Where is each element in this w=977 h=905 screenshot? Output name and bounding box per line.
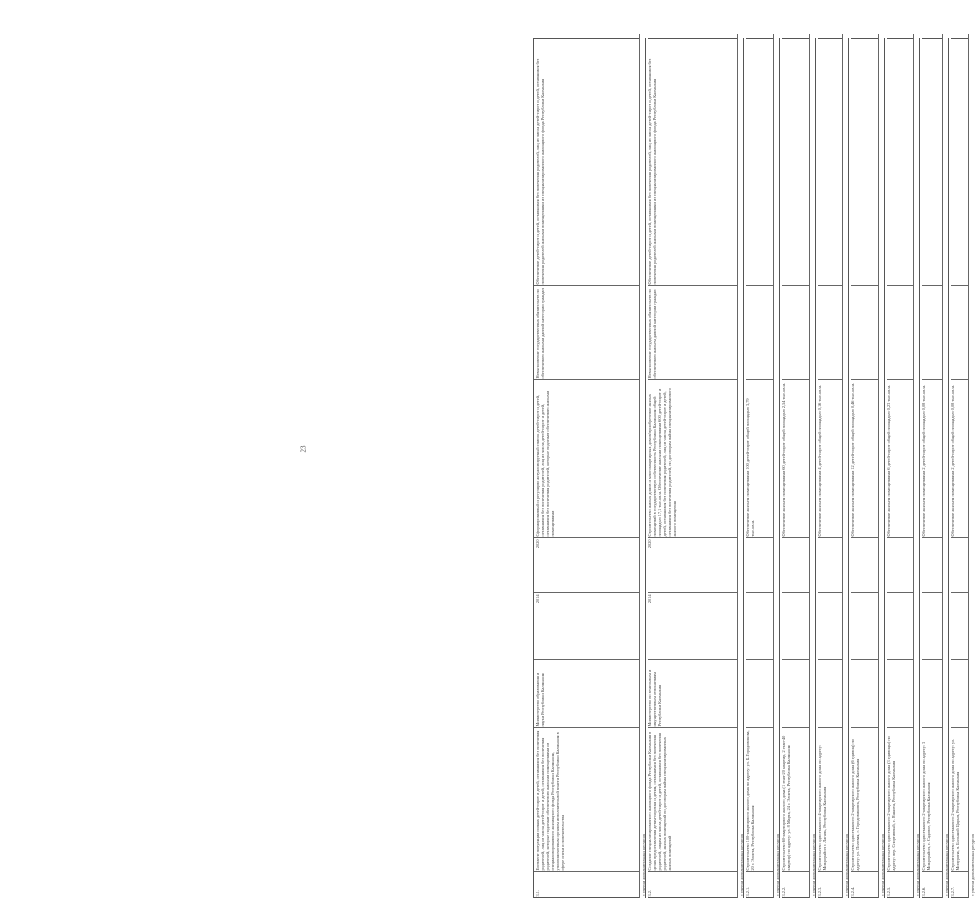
cell-num: 3.1.: [535, 890, 540, 897]
cell-title: Создание специализированного жилищного фонда Республики Калмыкия в целях предоставления детям-сиротам и детям, оставшимся без попечения родителей, лицам из числа детей-сирот и детей, оставшихся без попечения родителей, жилых помещений по договорам найма специализированных жилых помещений: [647, 731, 673, 871]
cell-consequence: Невыполнение государственных обязательств по обеспечению жильем данной категории граждан: [647, 289, 658, 379]
cell-result: Обеспечение жильем помещениями 100 детей-сирот общей площадью 3,79 тыс.кв.м.: [745, 398, 756, 537]
additional-resources-note: с учетом дополнительных ресурсов: [773, 34, 782, 898]
cell-num: 3.2.5.: [886, 886, 891, 897]
table-row: [884, 38, 919, 898]
cell-title: Строительство одноэтажного 2-квартирного жилого дома (6 единиц) по адресу: ул. Полевая, г. Городовиковск, Республика Калмыкия: [850, 739, 861, 871]
additional-resources-note: с учетом дополнительных ресурсов: [913, 34, 922, 898]
table-row: [533, 38, 645, 898]
cell-title: Строительство 100-квартирного жилого дома по адресу: ул. Б.Городовикова, 20 г. Элиста, Республика Калмыкия: [745, 730, 756, 871]
page-number: 23: [299, 445, 308, 453]
additional-resources-note: с учетом дополнительных ресурсов: [809, 34, 818, 898]
cell-result: Строительство жилых домов и многоквартирных домов/приобретение жилых помещений в государственную собственность Республики Калмыкия общей площадью 17,1 тыс.кв.м. Обеспечение жилыми помещениями 600 детей-сирот и детей, оставшихся без попечения родителей, лиц из числа детей-сирот и детей, оставшихся без попечения родителей, по договорам найма специализированного жилого помещения: [647, 388, 678, 537]
additional-resources-note: с учетом дополнительных ресурсов: [737, 34, 746, 898]
table-row: [948, 38, 974, 898]
cell-executor: Министерство по земельным и имущественным отношениям Республики Калмыкия: [647, 669, 663, 727]
cell-start: 2014: [535, 594, 540, 604]
cell-end: 2020: [535, 539, 540, 549]
additional-resources-note: с учетом дополнительных ресурсов: [878, 34, 887, 898]
cell-executor: Министерство образования и науки Республики Калмыкия: [535, 672, 546, 727]
cell-end: 2020: [647, 539, 652, 549]
cell-title: Строительство одноэтажного 2-квартирного жилого дома (3 единицы) по адресу: пер. Спортивный, с. Яшалта, Республика Калмыкия: [886, 736, 897, 871]
cell-link: Обеспечение детей-сирот и детей, оставшихся без попечения родителей, лиц из числа детей-сирот и детей, оставшихся без попечения родителей жилыми помещениями из специализированного жилищного фонда Республики Калмыкия: [647, 58, 658, 285]
additional-resources-note: с учетом дополнительных ресурсов: [842, 34, 851, 898]
cell-result: Обеспечение жильем помещениями 2 детей-сирот общей площадью 0,08 тыс.кв.м.: [950, 384, 955, 537]
cell-result: Обеспечение жильем помещениями 60 детей-сирот общей площадью 2,54 тыс.кв.м.: [781, 382, 786, 537]
cell-link: Обеспечение детей-сирот и детей, оставшихся без попечения родителей, лиц из числа детей-сирот и детей, оставшихся без попечения родителей жилыми помещениями из специализированного жилищного фонда Республики Калмыкия: [535, 58, 546, 285]
cell-title: Строительство одноэтажного 4-квартирного жилого дома по адресу: Микрорайон г. Лагань, Республика Калмыкия: [817, 745, 828, 871]
cell-title: Строительство одноэтажного 2-квартирного жилого дома по адресу: 3 Микрорайон, с. Садовое, Республика Калмыкия: [921, 741, 932, 871]
cell-result: Обеспечение жильем помещениями 2 детей-сирот общей площадью 0,08 тыс.кв.м.: [921, 384, 926, 537]
cell-result: Обеспечение жильем помещениями 4 детей-сирот общей площадью 0,16 тыс.кв.м.: [817, 384, 822, 537]
additional-resources-note: с учетом дополнительных ресурсов: [942, 34, 951, 898]
cell-title: Строительство одноэтажного 2-квартирного жилого дома по адресу: ул. Мичурина, п. Большой Царын, Республика Калмыкия: [950, 738, 961, 871]
table-row: [919, 38, 948, 898]
cell-result: Обеспечение жильем помещениями 12 детей-сирот общей площадью 0,46 тыс.кв.м.: [850, 382, 855, 537]
cell-num: 3.2.: [647, 890, 652, 897]
additional-resources-note: с учетом дополнительных ресурсов: [968, 34, 977, 898]
table-row: [848, 38, 884, 898]
table-row: [815, 38, 848, 898]
table-row: [645, 38, 743, 898]
cell-title: Строительство 60-квартирного жилого дома (1 этап-20 квартир, 2 этап-40 квартир) по адресу: ул. 8 Марта, 24 г. Элиста, Республика Калмыкия: [781, 735, 792, 871]
additional-resources-note: с учетом дополнительных ресурсов: [639, 34, 648, 898]
cell-num: 3.2.2.: [781, 886, 786, 897]
cell-num: 3.2.6.: [921, 886, 926, 897]
cell-num: 3.2.7.: [950, 886, 955, 897]
cell-num: 3.2.3.: [817, 886, 822, 897]
cell-result: Обеспечение жильем помещениями 6 детей-сирот общей площадью 0,23 тыс.кв.м.: [886, 384, 891, 537]
table-row: [779, 38, 815, 898]
cell-start: 2014: [647, 594, 652, 604]
cell-consequence: Невыполнение государственных обязательств по обеспечению жилыми данной категории граждан: [535, 288, 546, 379]
cell-title: Еонтаене популяции синаах детей-сирот и детей, оставшихся без попечения родителей, лиц из числа детей-сирот и детей, оставшихся без попечения родителей, которые подлежат обеспечению жилыми помещениями из специализированного жилищного фонда Республики Калмыкия, уполномоченным органом исполнительной власти Республики Калмыкия в сфере опеки и попечительства: [535, 730, 566, 871]
cell-num: 3.2.4.: [850, 886, 855, 897]
cell-result: Сформированный и регулярно актуализируемый список детей-сирот и детей, оставшихся без попечения родителей, лиц из числа детей-сирот и детей, оставшихся без попечения родителей, которые подлежат обеспечению жилыми помещениями: [535, 391, 556, 537]
table-row: [743, 38, 779, 898]
program-activities-table: [533, 38, 974, 898]
cell-num: 3.2.1.: [745, 886, 750, 897]
